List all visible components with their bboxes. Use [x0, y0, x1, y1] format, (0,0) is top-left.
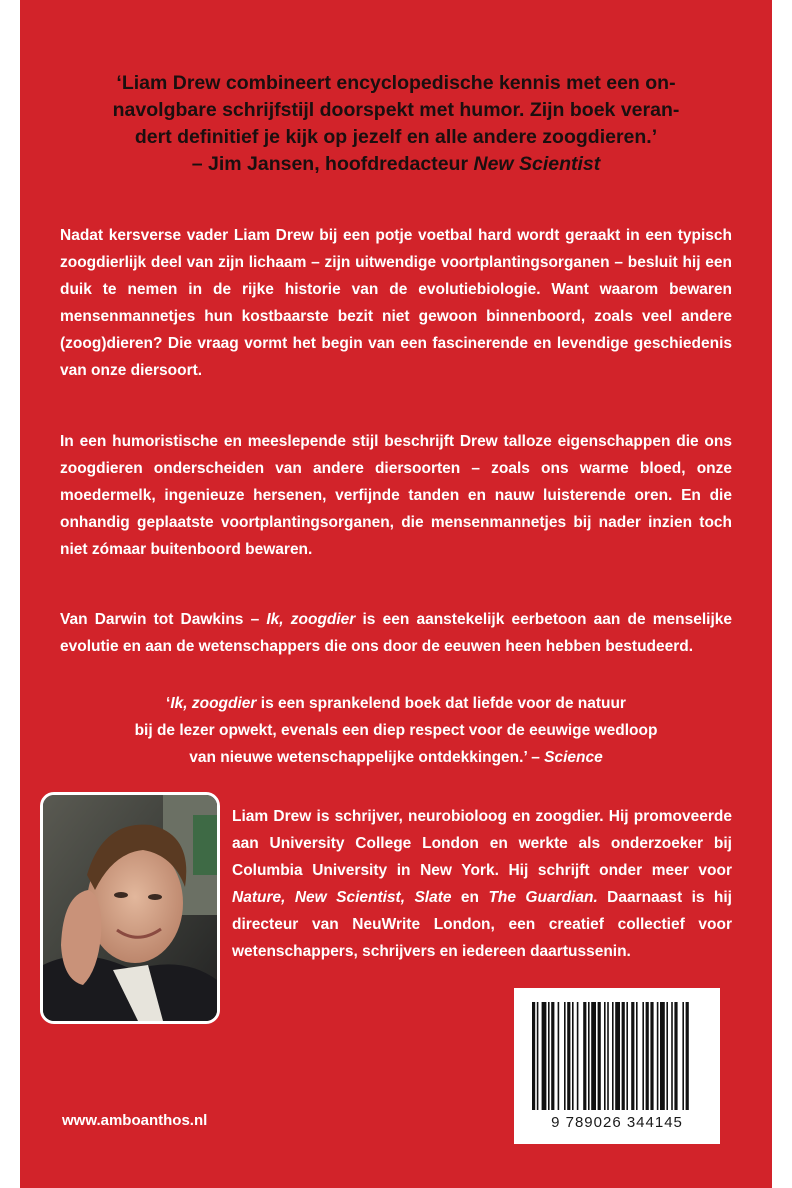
isbn-number: 9 789026 344145 [551, 1114, 683, 1131]
barcode-bar [674, 1002, 677, 1110]
book-title: Ik, zoogdier [266, 611, 356, 628]
review-quote-title: Ik, zoogdier [170, 695, 257, 712]
barcode-bar [666, 1002, 668, 1110]
top-quote-line-2: navolgbare schrijfstijl doorspekt met humor. Zijn boek veran- [112, 99, 680, 121]
author-bio [232, 803, 732, 965]
top-quote-attribution [80, 151, 712, 178]
barcode-bar [572, 1002, 574, 1110]
barcode-bar [551, 1002, 554, 1110]
barcode-bar [622, 1002, 625, 1110]
review-quote-open: ‘ [166, 695, 171, 712]
barcode-bar [548, 1002, 550, 1110]
paragraph-3 [60, 606, 732, 660]
top-quote [80, 70, 712, 178]
barcode-icon [514, 988, 720, 1114]
bio-and: en [451, 889, 489, 906]
author-photo [40, 792, 220, 1024]
attribution-name: – Jim Jansen, hoofdredacteur [191, 153, 474, 175]
barcode-bar [657, 1002, 659, 1110]
barcode-bar [636, 1002, 638, 1110]
paragraph-1: Nadat kersverse vader Liam Drew bij een potje voetbal hard wordt geraakt in een typisch zoogdierlijk deel van zijn lichaam – zijn uitwendige voortplantingsorganen – besluit hij een duik te nemen in de rijke historie van de evolutiebiologie. Want waarom bewaren mensenmannetjes hun kostbaarste bezit niet gewoon binnenboord, zoals veel andere (zoog)dieren? Die vraag vormt het begin van een fascinerende en levendige geschiedenis van onze diersoort. [60, 227, 732, 379]
barcode-bar [591, 1002, 596, 1110]
bio-publication-guardian: The Guardian. [488, 889, 598, 906]
review-quote-line-3: van nieuwe wetenschappelijke ontdekkingen.’ – [189, 749, 545, 766]
paragraph-2: In een humoristische en meeslepende stijl beschrijft Drew talloze eigenschappen die ons zoogdieren onderscheiden van andere diersoorten – zoals ons warme bloed, onze moedermelk, ingenieuze hersenen, verfijnde tanden en nauw luisterende oren. En die onhandig geplaatste voortplantingsorganen, die mensenmannetjes bij nader inzien toch niet zómaar buitenboord bewaren. [60, 433, 732, 558]
paragraph-3-rest: is een aanstekelijk eerbetoon aan de menselijke evolutie en aan de wetenschappers die ons door de eeuwen heen hebben bestudeerd. [60, 611, 733, 655]
barcode-bar [615, 1002, 620, 1110]
barcode-bar [612, 1002, 614, 1110]
top-quote-line-3: dert definitief je kijk op jezelf en alle andere zoogdieren.’ [134, 126, 658, 148]
barcode-bar [626, 1002, 628, 1110]
barcode-bar [682, 1002, 684, 1110]
barcode-bar [660, 1002, 665, 1110]
review-quote-line-1: is een sprankelend boek dat liefde voor de natuur [256, 695, 626, 712]
bio-intro: Liam Drew is schrijver, neurobioloog en zoogdier. Hij promoveerde aan University College London en werkte als onderzoeker bij Columbia University in New York. Hij schrijft onder meer voor [232, 808, 732, 879]
barcode-bar [542, 1002, 547, 1110]
barcode-bar [598, 1002, 601, 1110]
publisher-website: www.amboanthos.nl [62, 1112, 208, 1129]
barcode-bar [532, 1002, 535, 1110]
barcode-bar [646, 1002, 649, 1110]
barcode-bar [564, 1002, 566, 1110]
barcode-bar [588, 1002, 590, 1110]
barcode-bar [567, 1002, 570, 1110]
barcode [514, 988, 720, 1144]
attribution-publication: New Scientist [473, 153, 601, 175]
barcode-bar [642, 1002, 644, 1110]
back-cover [20, 0, 772, 1188]
paragraph-3-intro: Van Darwin tot Dawkins – [60, 611, 267, 628]
barcode-bar [583, 1002, 586, 1110]
top-quote-line-1: ‘Liam Drew combineert encyclopedische kennis met een on- [116, 72, 676, 94]
barcode-bar [650, 1002, 653, 1110]
author-portrait-illustration [43, 795, 217, 1021]
review-quote-line-2: bij de lezer opwekt, evenals een diep respect voor de eeuwige wedloop [134, 722, 658, 739]
barcode-bar [686, 1002, 689, 1110]
barcode-bar [577, 1002, 579, 1110]
barcode-bar [631, 1002, 634, 1110]
review-quote [90, 690, 702, 771]
review-quote-source: Science [544, 749, 603, 766]
bio-publications: Nature, New Scientist, Slate [232, 889, 452, 906]
barcode-bar [537, 1002, 539, 1110]
barcode-bar [604, 1002, 606, 1110]
barcode-bar [671, 1002, 673, 1110]
barcode-bar [607, 1002, 609, 1110]
bio-rest: Daarnaast is hij directeur van NeuWrite London, een creatief collectief voor wetenschappers, schrijvers en iedereen daartussenin. [232, 889, 732, 960]
barcode-bar [558, 1002, 560, 1110]
